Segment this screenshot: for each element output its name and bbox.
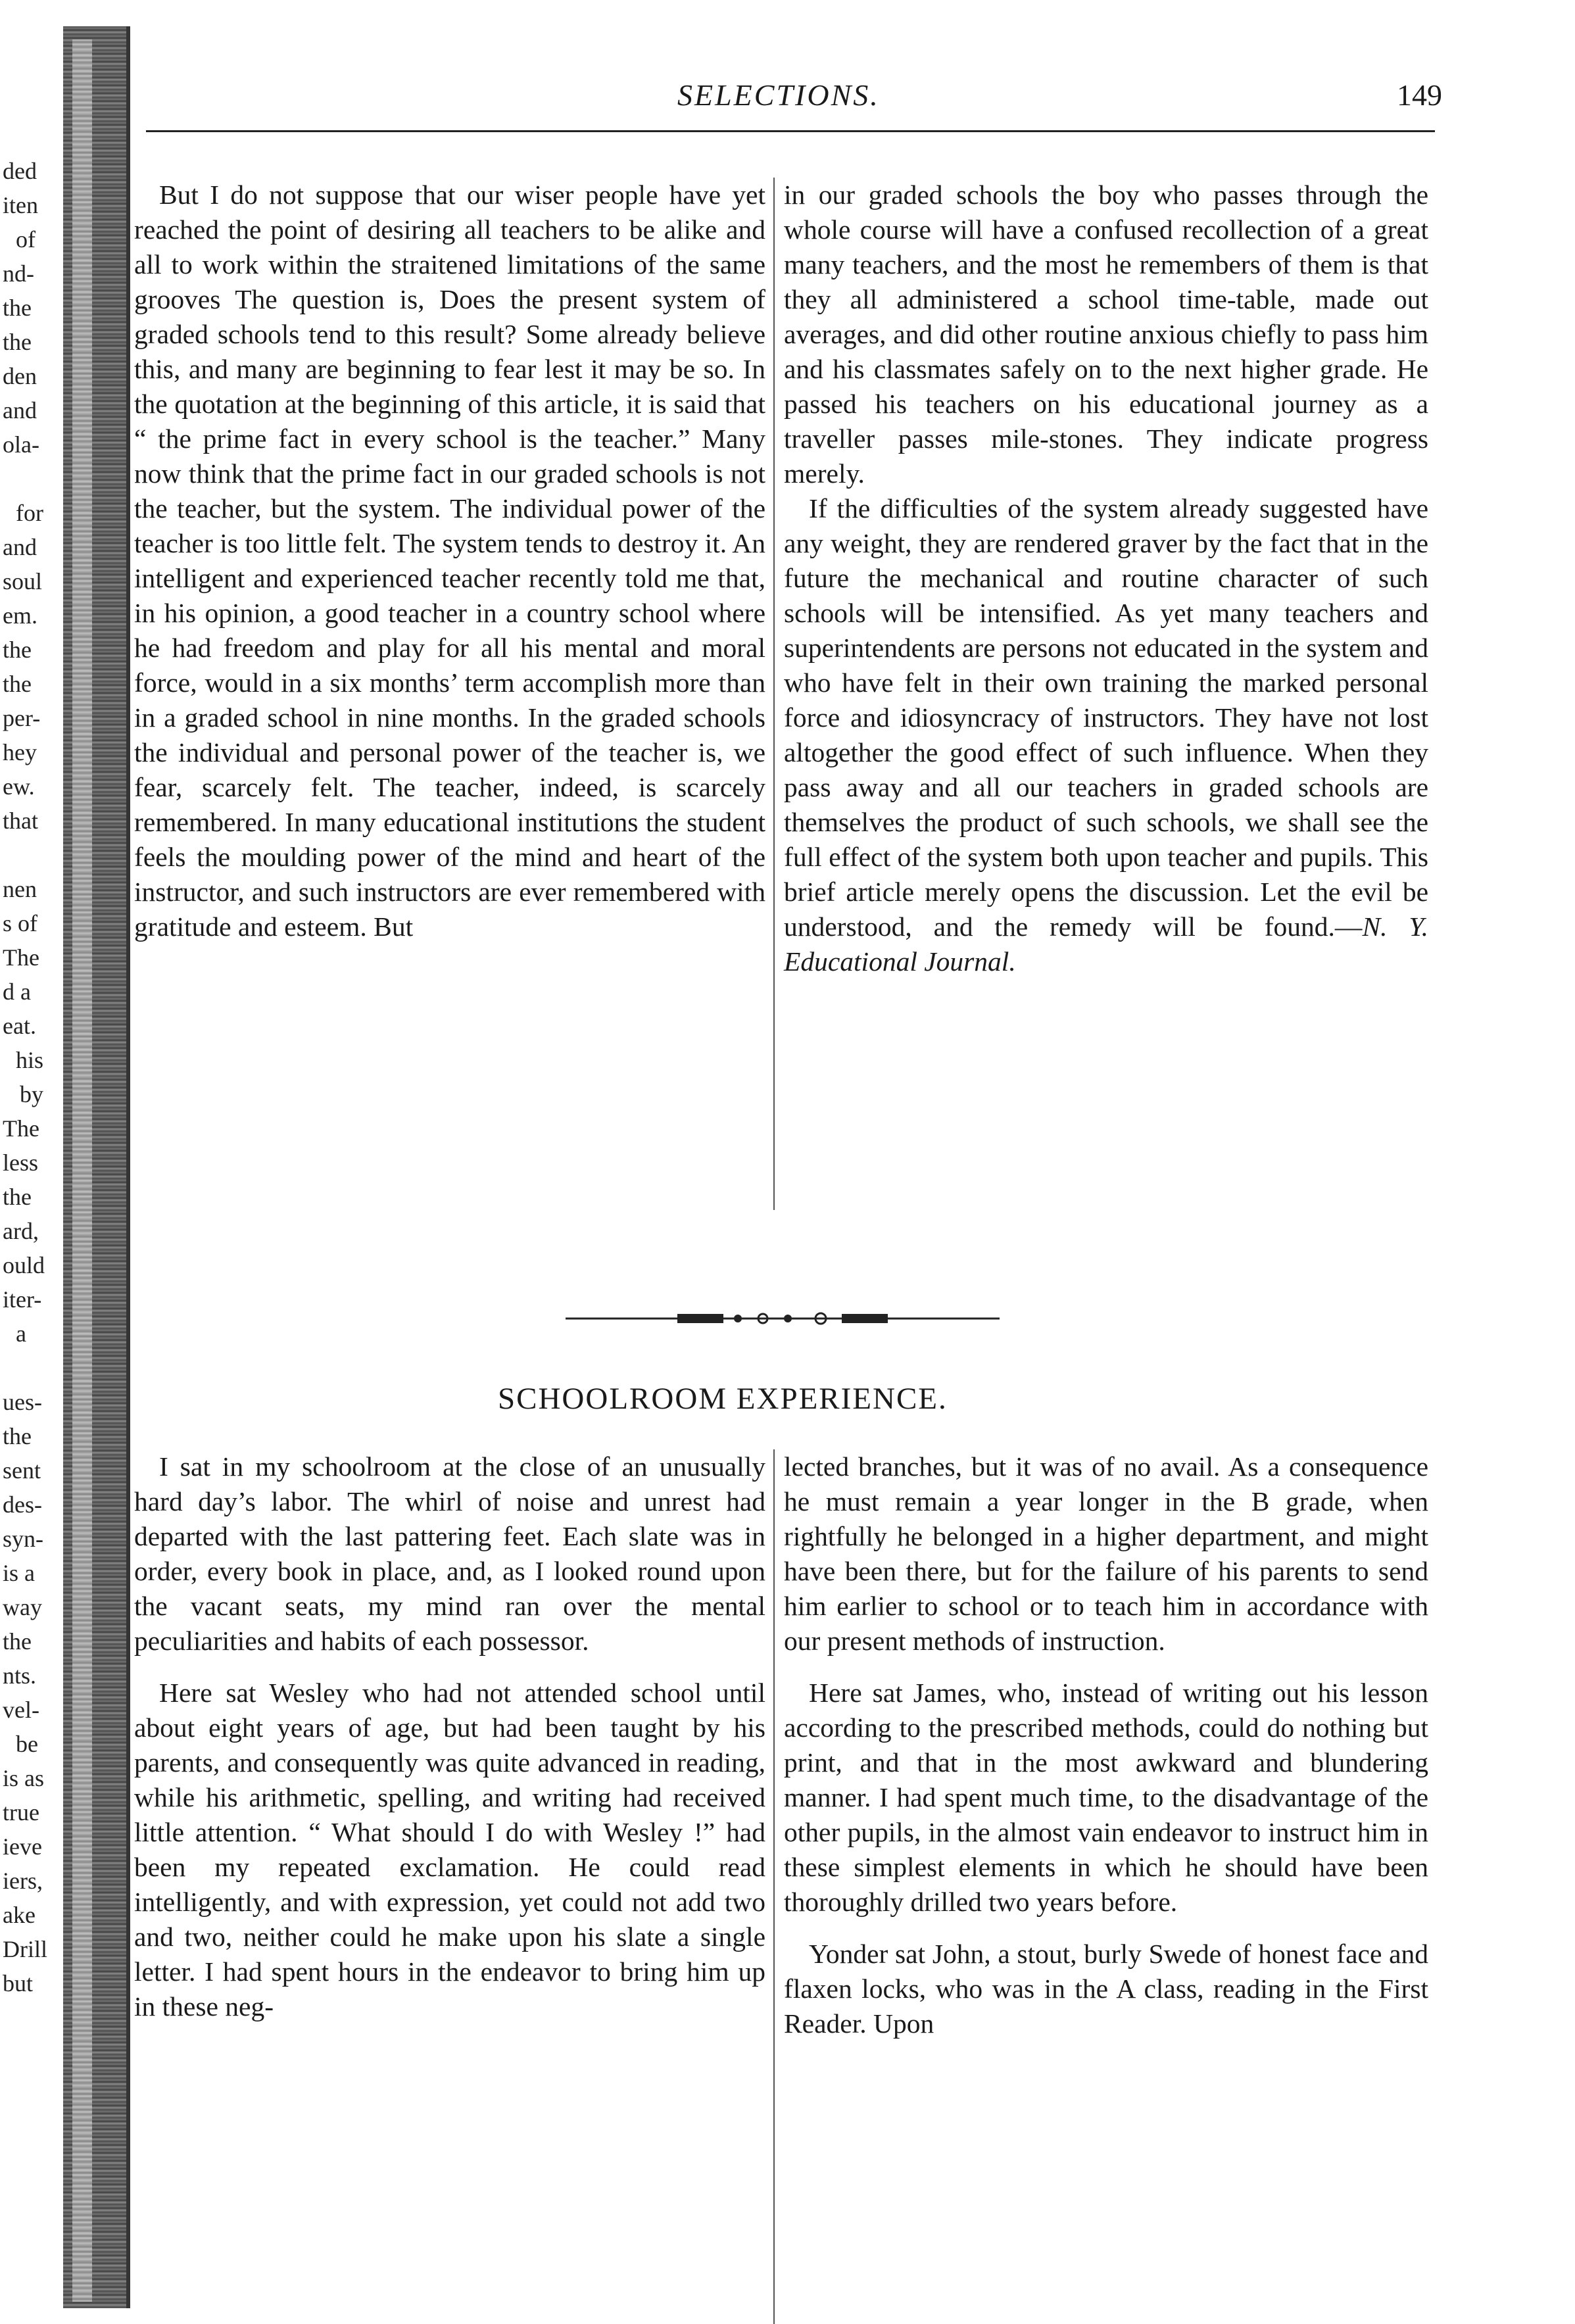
margin-fragment: way (3, 1594, 42, 1620)
article-column-lower-left (134, 1449, 765, 2024)
paragraph: But I do not suppose that our wiser people have yet reached the point of desiring all teachers to be alike and all to work within the straitened limitations of the same grooves The question is, Does the present system of graded schools tend to this result? Some already believe this, and many are beginning to fear lest it may be so. In the quotation at the beginning of this article, it is said that “ the prime fact in every school is the teacher.” Many now think that the prime fact in our graded schools is not the teacher, but the system. The individual power of the teacher is too little felt. The system tends to destroy it. An intelligent and experienced teacher recently told me that, in his opinion, a good teacher in a country school where he had freedom and play for all his mental and moral force, would in a six months’ term accomplish more than in a graded school in nine months. In the graded schools the individual and personal power of the teacher is, we fear, scarcely felt. The teacher, indeed, is scarcely remembered. In many educational institutions the student feels the moulding power of the mind and heart of the instructor, and such instructors are ever remembered with gratitude and esteem. But (134, 180, 765, 942)
article-column-upper-left (134, 178, 765, 944)
margin-fragment: s of (3, 910, 37, 936)
column-divider (773, 178, 775, 1210)
margin-fragment: be (16, 1731, 38, 1757)
margin-fragment: is as (3, 1765, 44, 1791)
margin-fragment: a (16, 1320, 26, 1347)
margin-fragment: the (3, 295, 32, 321)
margin-fragment: his (16, 1047, 44, 1073)
margin-fragment: ould (3, 1252, 45, 1278)
paragraph: in our graded schools the boy who passes through the whole course will have a confused recollection of a great many teachers, and the most he remembers of them is that they all administered a school time-table, made out averages, and did other routine anxious chiefly to pass him and his classmates safely on to the next higher grade. He passed his teachers on his educational journey as a traveller passes mile-stones. They indicate progress merely. (784, 180, 1428, 489)
margin-fragment: ola- (3, 431, 39, 458)
margin-fragment: The (3, 1115, 39, 1142)
margin-fragment: is a (3, 1560, 35, 1586)
margin-fragment: ew. (3, 773, 35, 800)
margin-fragment: ake (3, 1902, 36, 1928)
margin-fragment: des- (3, 1491, 42, 1518)
article-title: SCHOOLROOM EXPERIENCE. (498, 1382, 948, 1416)
paragraph: lected branches, but it was of no avail. As a consequence he must remain a year longer in the B grade, when rightfully he belonged in a higher department, and might have been there, but for the failure of his parents to send him earlier to school or to teach him in accordance with our present methods of instruction. (784, 1451, 1428, 1656)
margin-fragment: d a (3, 979, 31, 1005)
margin-fragment: iers, (3, 1868, 43, 1894)
article-column-lower-right (784, 1449, 1428, 2041)
margin-fragment: but (3, 1970, 34, 1997)
margin-fragment: the (3, 671, 32, 697)
margin-fragment: less (3, 1150, 38, 1176)
margin-fragment: eat. (3, 1013, 36, 1039)
margin-fragment: iter- (3, 1286, 42, 1313)
margin-fragment: nen (3, 876, 37, 902)
margin-fragment: nd- (3, 260, 34, 287)
paragraph-with-credit (784, 491, 1428, 979)
margin-fragment: ded (3, 158, 37, 184)
margin-fragment: Drill (3, 1936, 47, 1962)
paragraph: Here sat Wesley who had not attended school until about eight years of age, but had been taught by his parents, and consequently was quite advanced in reading, while his arithmetic, spelling, and writing had received little attention. “ What should I do with Wesley !” had been my repeated exclamation. He could read intelligently, and with expression, yet could not add two and two, neither could he make upon his slate a single letter. I had spent hours in the endeavor to bring him up in these neg- (134, 1678, 765, 2021)
source-credit: N. Y. Educational Journal. (784, 911, 1428, 977)
margin-fragment: syn- (3, 1526, 43, 1552)
margin-fragment: by (20, 1081, 43, 1107)
margin-fragment: iten (3, 192, 38, 218)
margin-fragment: the (3, 1184, 32, 1210)
page-number: 149 (1397, 78, 1442, 112)
ornament-divider (566, 1309, 1000, 1328)
paragraph: Here sat James, who, instead of writing out his lesson according to the prescribed methods, could do nothing but print, and that in the most awkward and blundering manner. I had spent much time, to the disadvantage of the other pupils, in the almost vain endeavor to instruct him in these simplest elements in which he should have been thoroughly drilled two years before. (784, 1678, 1428, 1917)
running-head: SELECTIONS. (677, 78, 880, 112)
article-column-upper-right (784, 178, 1428, 979)
header-rule (146, 130, 1435, 132)
margin-fragment: sent (3, 1457, 41, 1484)
margin-fragment: for (16, 500, 43, 526)
margin-fragment: nts. (3, 1662, 37, 1689)
facing-page-fragments (0, 0, 79, 2320)
margin-fragment: ieve (3, 1833, 42, 1860)
margin-fragment: soul (3, 568, 43, 594)
column-divider (773, 1449, 775, 2324)
margin-fragment: and (3, 534, 37, 560)
margin-fragment: the (3, 329, 32, 355)
margin-fragment: the (3, 1628, 32, 1655)
margin-fragment: vel- (3, 1697, 39, 1723)
margin-fragment: that (3, 808, 38, 834)
margin-fragment: and (3, 397, 37, 424)
paragraph: Yonder sat John, a stout, burly Swede of honest face and flaxen locks, who was in the A class, reading in the First Reader. Upon (784, 1939, 1428, 2039)
margin-fragment: hey (3, 739, 37, 765)
margin-fragment: ard, (3, 1218, 39, 1244)
margin-fragment: den (3, 363, 37, 389)
paragraph: I sat in my schoolroom at the close of an unusually hard day’s labor. The whirl of noise and unrest had departed with the last pattering feet. Each slate was in order, every book in place, and, as I looked round upon the vacant seats, my mind ran over the mental peculiarities and habits of each possessor. (134, 1451, 765, 1656)
paragraph-text: If the difficulties of the system already suggested have any weight, they are rendered graver by the fact that in the future the mechanical and routine character of such schools will be intensified. As yet many teachers and superintendents are persons not educated in the system and who have felt in their own training the marked personal force and idiosyncracy of instructors. They have not lost altogether the good effect of such influence. When they pass away and all our teachers in graded schools are themselves the product of such schools, we shall see the full effect of the system both upon teacher and pupils. This brief article merely opens the discussion. Let the evil be understood, and the remedy will be found.— (784, 493, 1428, 942)
margin-fragment: ues- (3, 1389, 42, 1415)
margin-fragment: em. (3, 602, 37, 629)
margin-fragment: the (3, 637, 32, 663)
margin-fragment: per- (3, 705, 41, 731)
margin-fragment: The (3, 944, 39, 971)
margin-fragment: the (3, 1423, 32, 1449)
margin-fragment: of (16, 226, 36, 253)
margin-fragment: true (3, 1799, 39, 1826)
